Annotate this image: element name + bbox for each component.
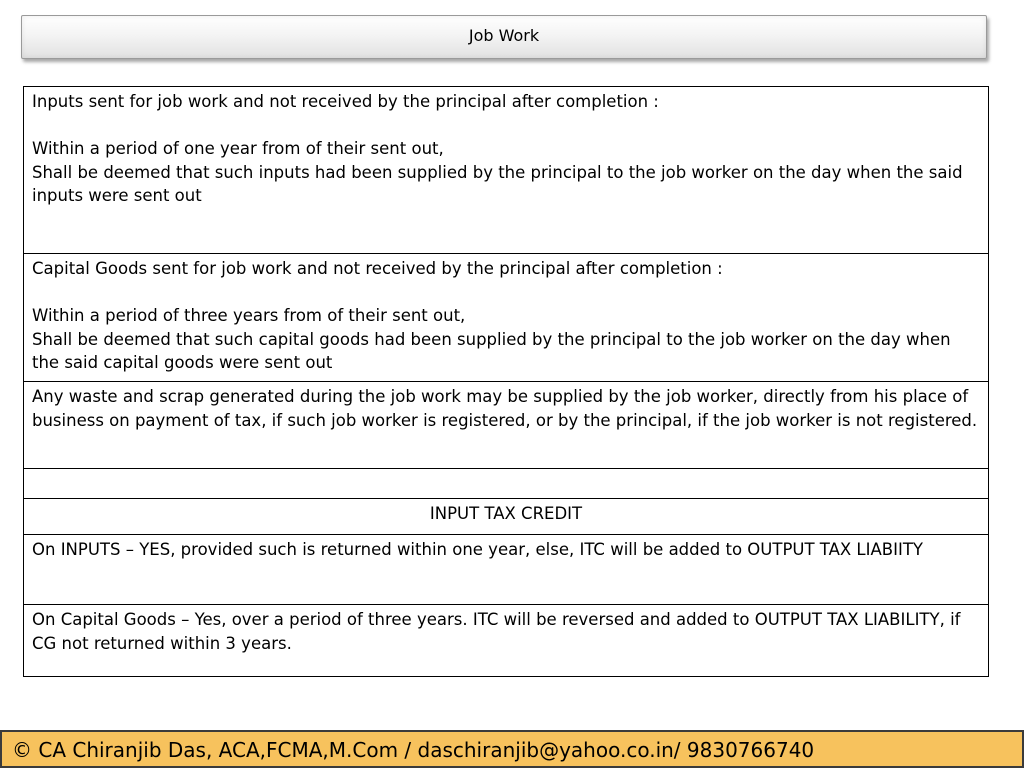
spacer (32, 281, 980, 305)
capital-goods-heading: Capital Goods sent for job work and not received by the principal after completion : (32, 259, 723, 278)
table-row-waste (24, 382, 989, 469)
spacer (32, 114, 980, 138)
footer-text: © CA Chiranjib Das, ACA,FCMA,M.Com / daschiranjib@yahoo.co.in/ 9830766740 (12, 738, 815, 762)
table-row-blank (24, 469, 989, 499)
waste-text: Any waste and scrap generated during the job work may be supplied by the job worker, directly from his place of business on payment of tax, if such job worker is registered, or by the principal, if the job worker is not registered. (32, 387, 978, 430)
table-row-itc-capital-goods (24, 605, 989, 677)
table-row-itc-heading (24, 499, 989, 535)
capital-goods-line-1: Within a period of three years from of their sent out, (32, 306, 466, 326)
inputs-line-2: Shall be deemed that such inputs had been supplied by the principal to the job worker on the day when the said inputs were sent out (32, 162, 963, 206)
job-work-table (23, 86, 989, 677)
itc-capital-goods-cell (24, 605, 989, 677)
capital-goods-line-2: Shall be deemed that such capital goods had been supplied by the principal to the job worker on the day when the said capital goods were sent out (32, 329, 951, 373)
capital-goods-cell (24, 254, 989, 382)
footer-bar (0, 730, 1024, 768)
itc-capital-goods-text: On Capital Goods – Yes, over a period of three years. ITC will be reversed and added to OUTPUT TAX LIABILITY, if CG not returned within 3 years. (32, 610, 961, 653)
table-row-capital-goods (24, 254, 989, 382)
inputs-line-1: Within a period of one year from of their sent out, (32, 139, 444, 159)
waste-cell (24, 382, 989, 469)
blank-cell (24, 469, 989, 499)
table-row-itc-inputs (24, 535, 989, 605)
itc-inputs-text: On INPUTS – YES, provided such is returned within one year, else, ITC will be added to OUTPUT TAX LIABIITY (32, 540, 923, 559)
inputs-heading: Inputs sent for job work and not received by the principal after completion : (32, 92, 659, 111)
itc-inputs-cell (24, 535, 989, 605)
table-row-inputs (24, 87, 989, 254)
itc-heading: INPUT TAX CREDIT (429, 504, 583, 523)
itc-heading-cell (24, 499, 989, 535)
page-title: Job Work (468, 26, 540, 45)
title-banner (21, 15, 987, 59)
inputs-cell (24, 87, 989, 254)
